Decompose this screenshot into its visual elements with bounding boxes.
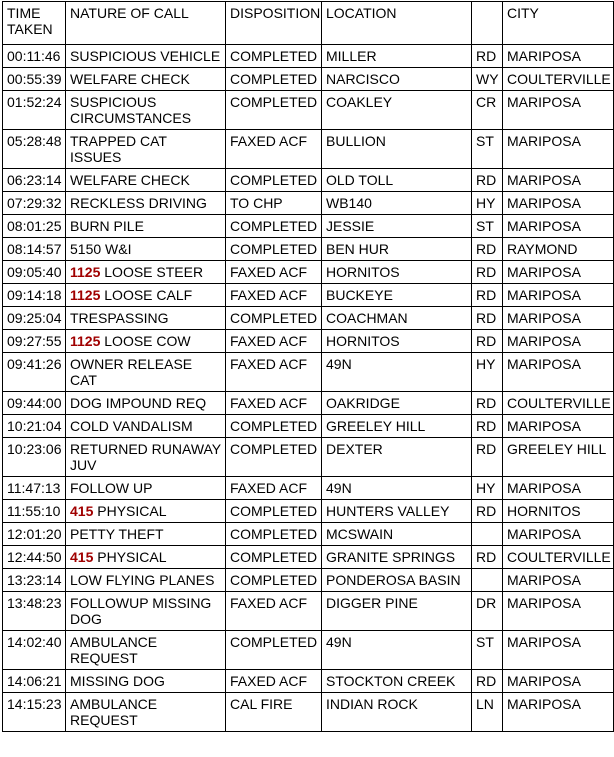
suffix-cell	[472, 569, 503, 592]
nature-cell	[66, 670, 226, 693]
city-cell: MARIPOSA	[503, 523, 614, 546]
location-cell: HORNITOS	[322, 330, 472, 353]
nature-text: LOOSE STEER	[104, 264, 204, 280]
location-cell: PONDEROSA BASIN	[322, 569, 472, 592]
nature-cell	[66, 91, 226, 130]
disposition-cell: COMPLETED	[226, 169, 322, 192]
suffix-cell: CR	[472, 91, 503, 130]
time-cell: 09:14:18	[3, 284, 66, 307]
nature-text: SUSPICIOUS VEHICLE	[70, 48, 221, 64]
nature-text: FOLLOWUP MISSING DOG	[70, 595, 212, 627]
time-cell: 09:44:00	[3, 392, 66, 415]
table-row	[3, 192, 614, 215]
location-cell: OAKRIDGE	[322, 392, 472, 415]
nature-text: SUSPICIOUS CIRCUMSTANCES	[70, 94, 192, 126]
nature-text: MISSING DOG	[70, 673, 165, 689]
city-cell: MARIPOSA	[503, 477, 614, 500]
location-cell: STOCKTON CREEK	[322, 670, 472, 693]
city-cell: MARIPOSA	[503, 169, 614, 192]
suffix-cell: RD	[472, 500, 503, 523]
call-code: 1125	[70, 264, 101, 280]
location-cell: GREELEY HILL	[322, 415, 472, 438]
nature-cell	[66, 415, 226, 438]
location-cell: BUCKEYE	[322, 284, 472, 307]
city-cell: MARIPOSA	[503, 91, 614, 130]
table-row	[3, 693, 614, 732]
location-cell: NARCISCO	[322, 68, 472, 91]
city-cell: GREELEY HILL	[503, 438, 614, 477]
table-row	[3, 670, 614, 693]
city-cell: MARIPOSA	[503, 631, 614, 670]
nature-cell	[66, 238, 226, 261]
location-cell: WB140	[322, 192, 472, 215]
time-cell: 00:11:46	[3, 45, 66, 68]
nature-cell	[66, 45, 226, 68]
disposition-cell: FAXED ACF	[226, 392, 322, 415]
nature-cell	[66, 477, 226, 500]
disposition-cell: FAXED ACF	[226, 330, 322, 353]
nature-cell	[66, 392, 226, 415]
nature-cell	[66, 353, 226, 392]
suffix-cell: RD	[472, 392, 503, 415]
nature-cell	[66, 569, 226, 592]
nature-text: 5150 W&I	[70, 241, 132, 257]
nature-cell	[66, 523, 226, 546]
city-cell: COULTERVILLE	[503, 68, 614, 91]
nature-text: TRESPASSING	[70, 310, 169, 326]
location-cell: 49N	[322, 477, 472, 500]
time-cell: 10:21:04	[3, 415, 66, 438]
suffix-cell: HY	[472, 192, 503, 215]
disposition-cell: FAXED ACF	[226, 477, 322, 500]
nature-text: LOOSE COW	[104, 333, 191, 349]
suffix-cell: RD	[472, 307, 503, 330]
city-cell: MARIPOSA	[503, 192, 614, 215]
nature-text: COLD VANDALISM	[70, 418, 193, 434]
call-code: 1125	[70, 287, 101, 303]
disposition-cell: CAL FIRE	[226, 693, 322, 732]
city-cell: COULTERVILLE	[503, 546, 614, 569]
time-cell: 08:01:25	[3, 215, 66, 238]
nature-text: WELFARE CHECK	[70, 172, 190, 188]
suffix-cell: RD	[472, 169, 503, 192]
suffix-cell: RD	[472, 284, 503, 307]
nature-cell	[66, 261, 226, 284]
disposition-cell: COMPLETED	[226, 569, 322, 592]
header-row	[3, 2, 614, 45]
nature-text: PHYSICAL	[97, 549, 167, 565]
city-cell: MARIPOSA	[503, 569, 614, 592]
location-cell: MILLER	[322, 45, 472, 68]
table-row	[3, 68, 614, 91]
suffix-cell: RD	[472, 415, 503, 438]
call-code: 415	[70, 503, 94, 519]
suffix-cell: ST	[472, 215, 503, 238]
suffix-cell: LN	[472, 693, 503, 732]
time-cell: 14:02:40	[3, 631, 66, 670]
suffix-cell: RD	[472, 670, 503, 693]
city-cell: MARIPOSA	[503, 261, 614, 284]
nature-text: RETURNED RUNAWAY JUV	[70, 441, 221, 473]
suffix-cell: DR	[472, 592, 503, 631]
nature-cell	[66, 284, 226, 307]
call-code: 1125	[70, 333, 101, 349]
suffix-cell: RD	[472, 438, 503, 477]
disposition-cell: COMPLETED	[226, 215, 322, 238]
suffix-cell: WY	[472, 68, 503, 91]
nature-text: AMBULANCE REQUEST	[70, 696, 158, 728]
nature-cell	[66, 307, 226, 330]
disposition-cell: TO CHP	[226, 192, 322, 215]
table-row	[3, 284, 614, 307]
city-cell: MARIPOSA	[503, 307, 614, 330]
table-row	[3, 169, 614, 192]
city-cell: MARIPOSA	[503, 330, 614, 353]
city-cell: MARIPOSA	[503, 353, 614, 392]
disposition-cell: COMPLETED	[226, 91, 322, 130]
header-disposition: DISPOSITION	[226, 2, 322, 45]
disposition-cell: COMPLETED	[226, 546, 322, 569]
nature-text: TRAPPED CAT ISSUES	[70, 133, 167, 165]
time-cell: 11:47:13	[3, 477, 66, 500]
time-cell: 13:23:14	[3, 569, 66, 592]
suffix-cell: ST	[472, 130, 503, 169]
header-suffix	[472, 2, 503, 45]
suffix-cell: HY	[472, 477, 503, 500]
disposition-cell: COMPLETED	[226, 523, 322, 546]
disposition-cell: COMPLETED	[226, 438, 322, 477]
time-cell: 07:29:32	[3, 192, 66, 215]
disposition-cell: COMPLETED	[226, 68, 322, 91]
time-cell: 12:44:50	[3, 546, 66, 569]
nature-cell	[66, 546, 226, 569]
suffix-cell: RD	[472, 45, 503, 68]
suffix-cell: RD	[472, 261, 503, 284]
suffix-cell: ST	[472, 631, 503, 670]
city-cell: COULTERVILLE	[503, 392, 614, 415]
city-cell: MARIPOSA	[503, 670, 614, 693]
table-row	[3, 238, 614, 261]
nature-text: DOG IMPOUND REQ	[70, 395, 207, 411]
nature-text: BURN PILE	[70, 218, 144, 234]
time-cell: 08:14:57	[3, 238, 66, 261]
time-cell: 14:15:23	[3, 693, 66, 732]
nature-cell	[66, 631, 226, 670]
time-cell: 11:55:10	[3, 500, 66, 523]
city-cell: MARIPOSA	[503, 215, 614, 238]
time-cell: 05:28:48	[3, 130, 66, 169]
disposition-cell: COMPLETED	[226, 415, 322, 438]
city-cell: MARIPOSA	[503, 45, 614, 68]
city-cell: MARIPOSA	[503, 592, 614, 631]
location-cell: MCSWAIN	[322, 523, 472, 546]
table-row	[3, 523, 614, 546]
nature-text: AMBULANCE REQUEST	[70, 634, 158, 666]
time-cell: 09:05:40	[3, 261, 66, 284]
nature-cell	[66, 500, 226, 523]
city-cell: MARIPOSA	[503, 693, 614, 732]
suffix-cell: RD	[472, 546, 503, 569]
location-cell: JESSIE	[322, 215, 472, 238]
nature-cell	[66, 592, 226, 631]
table-row	[3, 438, 614, 477]
table-row	[3, 631, 614, 670]
table-row	[3, 215, 614, 238]
time-cell: 01:52:24	[3, 91, 66, 130]
suffix-cell: RD	[472, 330, 503, 353]
header-nature-of-call: NATURE OF CALL	[66, 2, 226, 45]
table-row	[3, 130, 614, 169]
header-city: CITY	[503, 2, 614, 45]
time-cell: 09:41:26	[3, 353, 66, 392]
table-row	[3, 353, 614, 392]
table-row	[3, 592, 614, 631]
time-cell: 14:06:21	[3, 670, 66, 693]
disposition-cell: FAXED ACF	[226, 592, 322, 631]
time-cell: 13:48:23	[3, 592, 66, 631]
disposition-cell: FAXED ACF	[226, 353, 322, 392]
nature-text: RECKLESS DRIVING	[70, 195, 207, 211]
table-row	[3, 330, 614, 353]
nature-cell	[66, 68, 226, 91]
table-row	[3, 261, 614, 284]
disposition-cell: FAXED ACF	[226, 284, 322, 307]
disposition-cell: FAXED ACF	[226, 670, 322, 693]
time-cell: 00:55:39	[3, 68, 66, 91]
location-cell: GRANITE SPRINGS	[322, 546, 472, 569]
table-row	[3, 415, 614, 438]
table-row	[3, 500, 614, 523]
nature-text: LOOSE CALF	[104, 287, 193, 303]
disposition-cell: COMPLETED	[226, 307, 322, 330]
city-cell: MARIPOSA	[503, 415, 614, 438]
disposition-cell: COMPLETED	[226, 45, 322, 68]
location-cell: HUNTERS VALLEY	[322, 500, 472, 523]
table-row	[3, 392, 614, 415]
time-cell: 12:01:20	[3, 523, 66, 546]
table-row	[3, 307, 614, 330]
nature-cell	[66, 169, 226, 192]
nature-text: WELFARE CHECK	[70, 71, 190, 87]
time-cell: 10:23:06	[3, 438, 66, 477]
disposition-cell: COMPLETED	[226, 238, 322, 261]
city-cell: RAYMOND	[503, 238, 614, 261]
nature-cell	[66, 438, 226, 477]
nature-text: FOLLOW UP	[70, 480, 153, 496]
disposition-cell: FAXED ACF	[226, 130, 322, 169]
table-row	[3, 477, 614, 500]
time-cell: 09:27:55	[3, 330, 66, 353]
nature-text: PHYSICAL	[97, 503, 167, 519]
location-cell: DIGGER PINE	[322, 592, 472, 631]
location-cell: OLD TOLL	[322, 169, 472, 192]
city-cell: MARIPOSA	[503, 284, 614, 307]
location-cell: DEXTER	[322, 438, 472, 477]
nature-text: OWNER RELEASE CAT	[70, 356, 193, 388]
city-cell: MARIPOSA	[503, 130, 614, 169]
time-cell: 06:23:14	[3, 169, 66, 192]
nature-cell	[66, 330, 226, 353]
call-log-table	[2, 1, 614, 732]
nature-cell	[66, 693, 226, 732]
suffix-cell: HY	[472, 353, 503, 392]
location-cell: COACHMAN	[322, 307, 472, 330]
table-row	[3, 91, 614, 130]
city-cell: HORNITOS	[503, 500, 614, 523]
nature-text: PETTY THEFT	[70, 526, 164, 542]
table-row	[3, 569, 614, 592]
disposition-cell: COMPLETED	[226, 631, 322, 670]
location-cell: COAKLEY	[322, 91, 472, 130]
location-cell: HORNITOS	[322, 261, 472, 284]
call-code: 415	[70, 549, 94, 565]
disposition-cell: COMPLETED	[226, 500, 322, 523]
location-cell: BEN HUR	[322, 238, 472, 261]
nature-cell	[66, 215, 226, 238]
nature-cell	[66, 130, 226, 169]
suffix-cell: RD	[472, 238, 503, 261]
time-cell: 09:25:04	[3, 307, 66, 330]
disposition-cell: FAXED ACF	[226, 261, 322, 284]
location-cell: INDIAN ROCK	[322, 693, 472, 732]
location-cell: BULLION	[322, 130, 472, 169]
table-row	[3, 546, 614, 569]
header-time-taken: TIME TAKEN	[3, 2, 66, 45]
header-location: LOCATION	[322, 2, 472, 45]
location-cell: 49N	[322, 353, 472, 392]
call-rows	[3, 45, 614, 732]
suffix-cell	[472, 523, 503, 546]
table-row	[3, 45, 614, 68]
location-cell: 49N	[322, 631, 472, 670]
nature-text: LOW FLYING PLANES	[70, 572, 215, 588]
nature-cell	[66, 192, 226, 215]
